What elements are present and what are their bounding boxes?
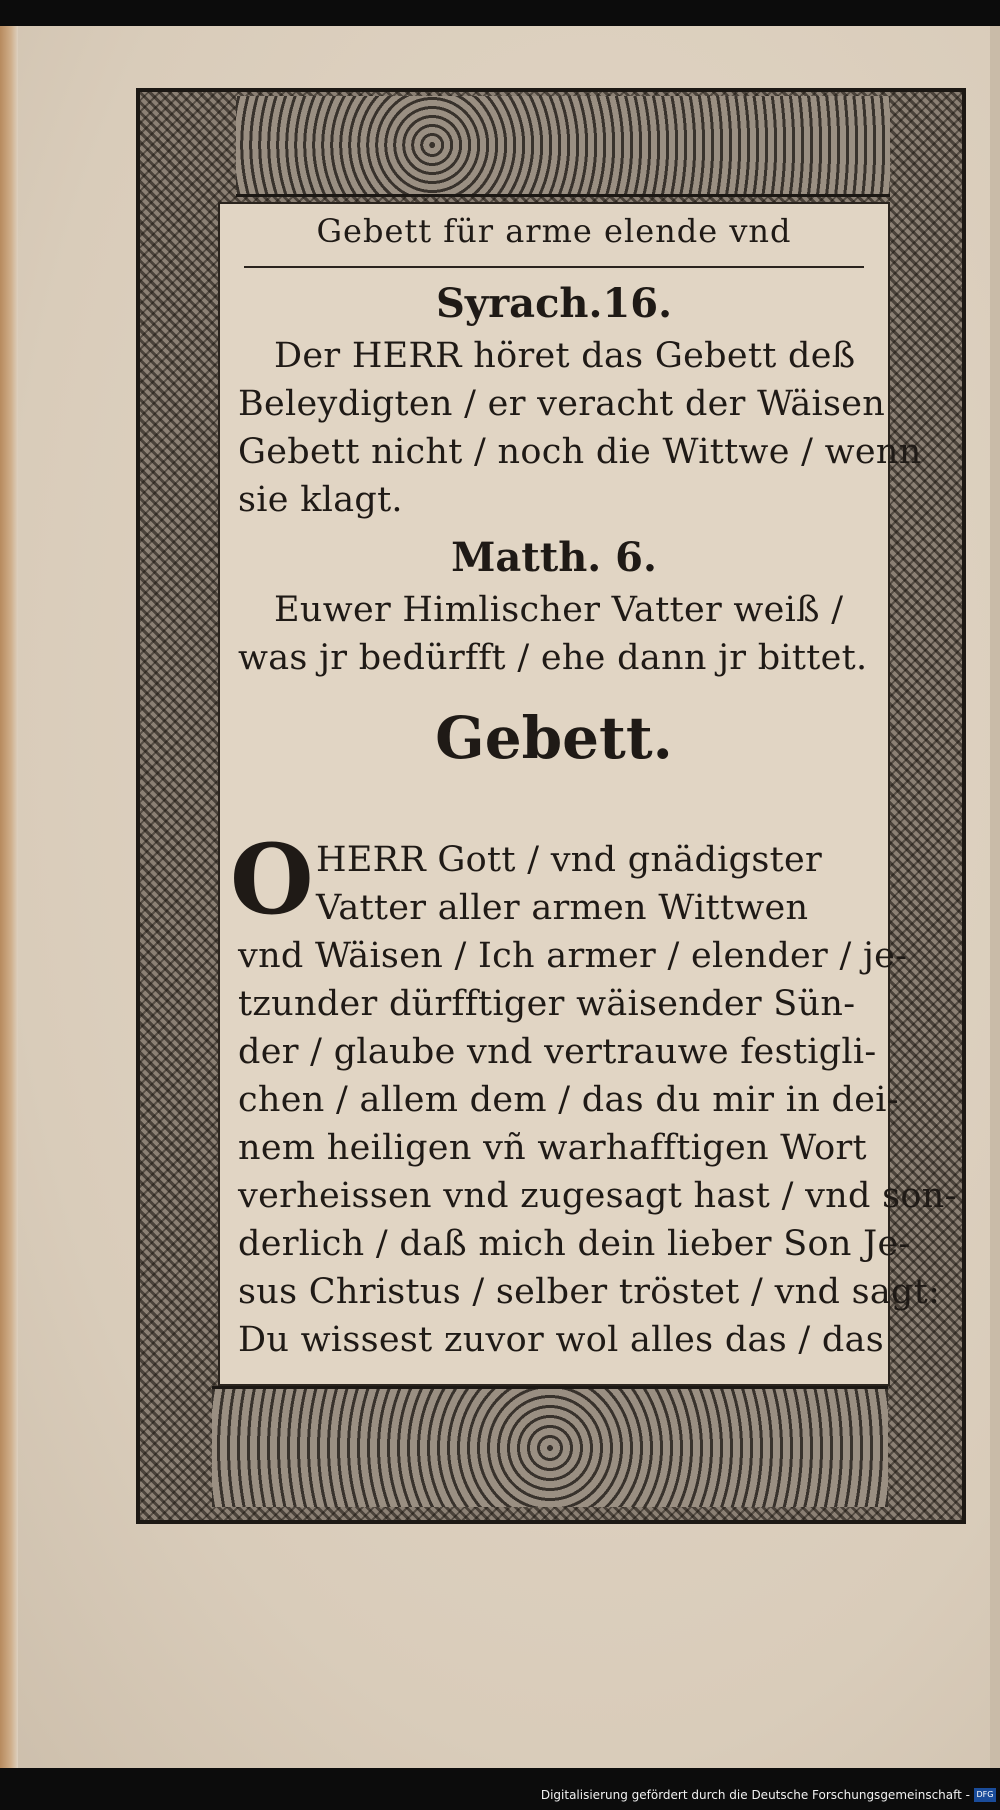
ornament-top: [236, 96, 890, 197]
prayer-title: Gebett.: [435, 704, 673, 772]
prayer-line: vnd Wäisen / Ich armer / elender / je-: [238, 936, 908, 976]
prayer-line: Du wissest zuvor wol alles das / das: [238, 1320, 885, 1360]
prayer-line: der / glaube vnd vertrauwe festigli-: [238, 1032, 877, 1072]
verse-line: sie klagt.: [238, 480, 403, 520]
prayer-line: derlich / daß mich dein lieber Son Je-: [238, 1224, 911, 1264]
digitization-credit: Digitalisierung gefördert durch die Deutsche Forschungsgemeinschaft -: [540, 1788, 970, 1802]
head-rule: [244, 266, 864, 268]
verse-line: was jr bedürfft / ehe dann jr bittet.: [238, 638, 868, 678]
prayer-line: verheissen vnd zugesagt hast / vnd son-: [238, 1176, 957, 1216]
reference-syrach: Syrach.16.: [435, 280, 673, 327]
prayer-line: tzunder dürfftiger wäisender Sün-: [238, 984, 856, 1024]
dfg-logo: DFG: [974, 1788, 996, 1802]
reference-matthew: Matth. 6.: [451, 534, 657, 581]
prayer-line: sus Christus / selber tröstet / vnd sagt:: [238, 1272, 941, 1312]
running-head: Gebett für arme elende vnd: [316, 212, 792, 250]
book-page: [0, 26, 1000, 1768]
verse-line: Gebett nicht / noch die Wittwe / wenn: [238, 432, 922, 472]
decorated-initial: O: [230, 823, 314, 936]
verse-line: Der HERR höret das Gebett deß: [274, 336, 856, 376]
footer-bar: [0, 1784, 1000, 1810]
verse-line: Beleydigten / er veracht der Wäisen: [238, 384, 886, 424]
prayer-line: chen / allem dem / das du mir in dei-: [238, 1080, 899, 1120]
book-spine: [0, 26, 18, 1768]
prayer-line: HERR Gott / vnd gnädigster: [316, 840, 823, 880]
ornament-bottom: [212, 1386, 888, 1507]
prayer-line: Vatter aller armen Wittwen: [316, 888, 809, 928]
verse-line: Euwer Himlischer Vatter weiß /: [274, 590, 844, 630]
text-block: [218, 202, 957, 1386]
prayer-line: nem heiligen vñ warhafftigen Wort: [238, 1128, 867, 1168]
